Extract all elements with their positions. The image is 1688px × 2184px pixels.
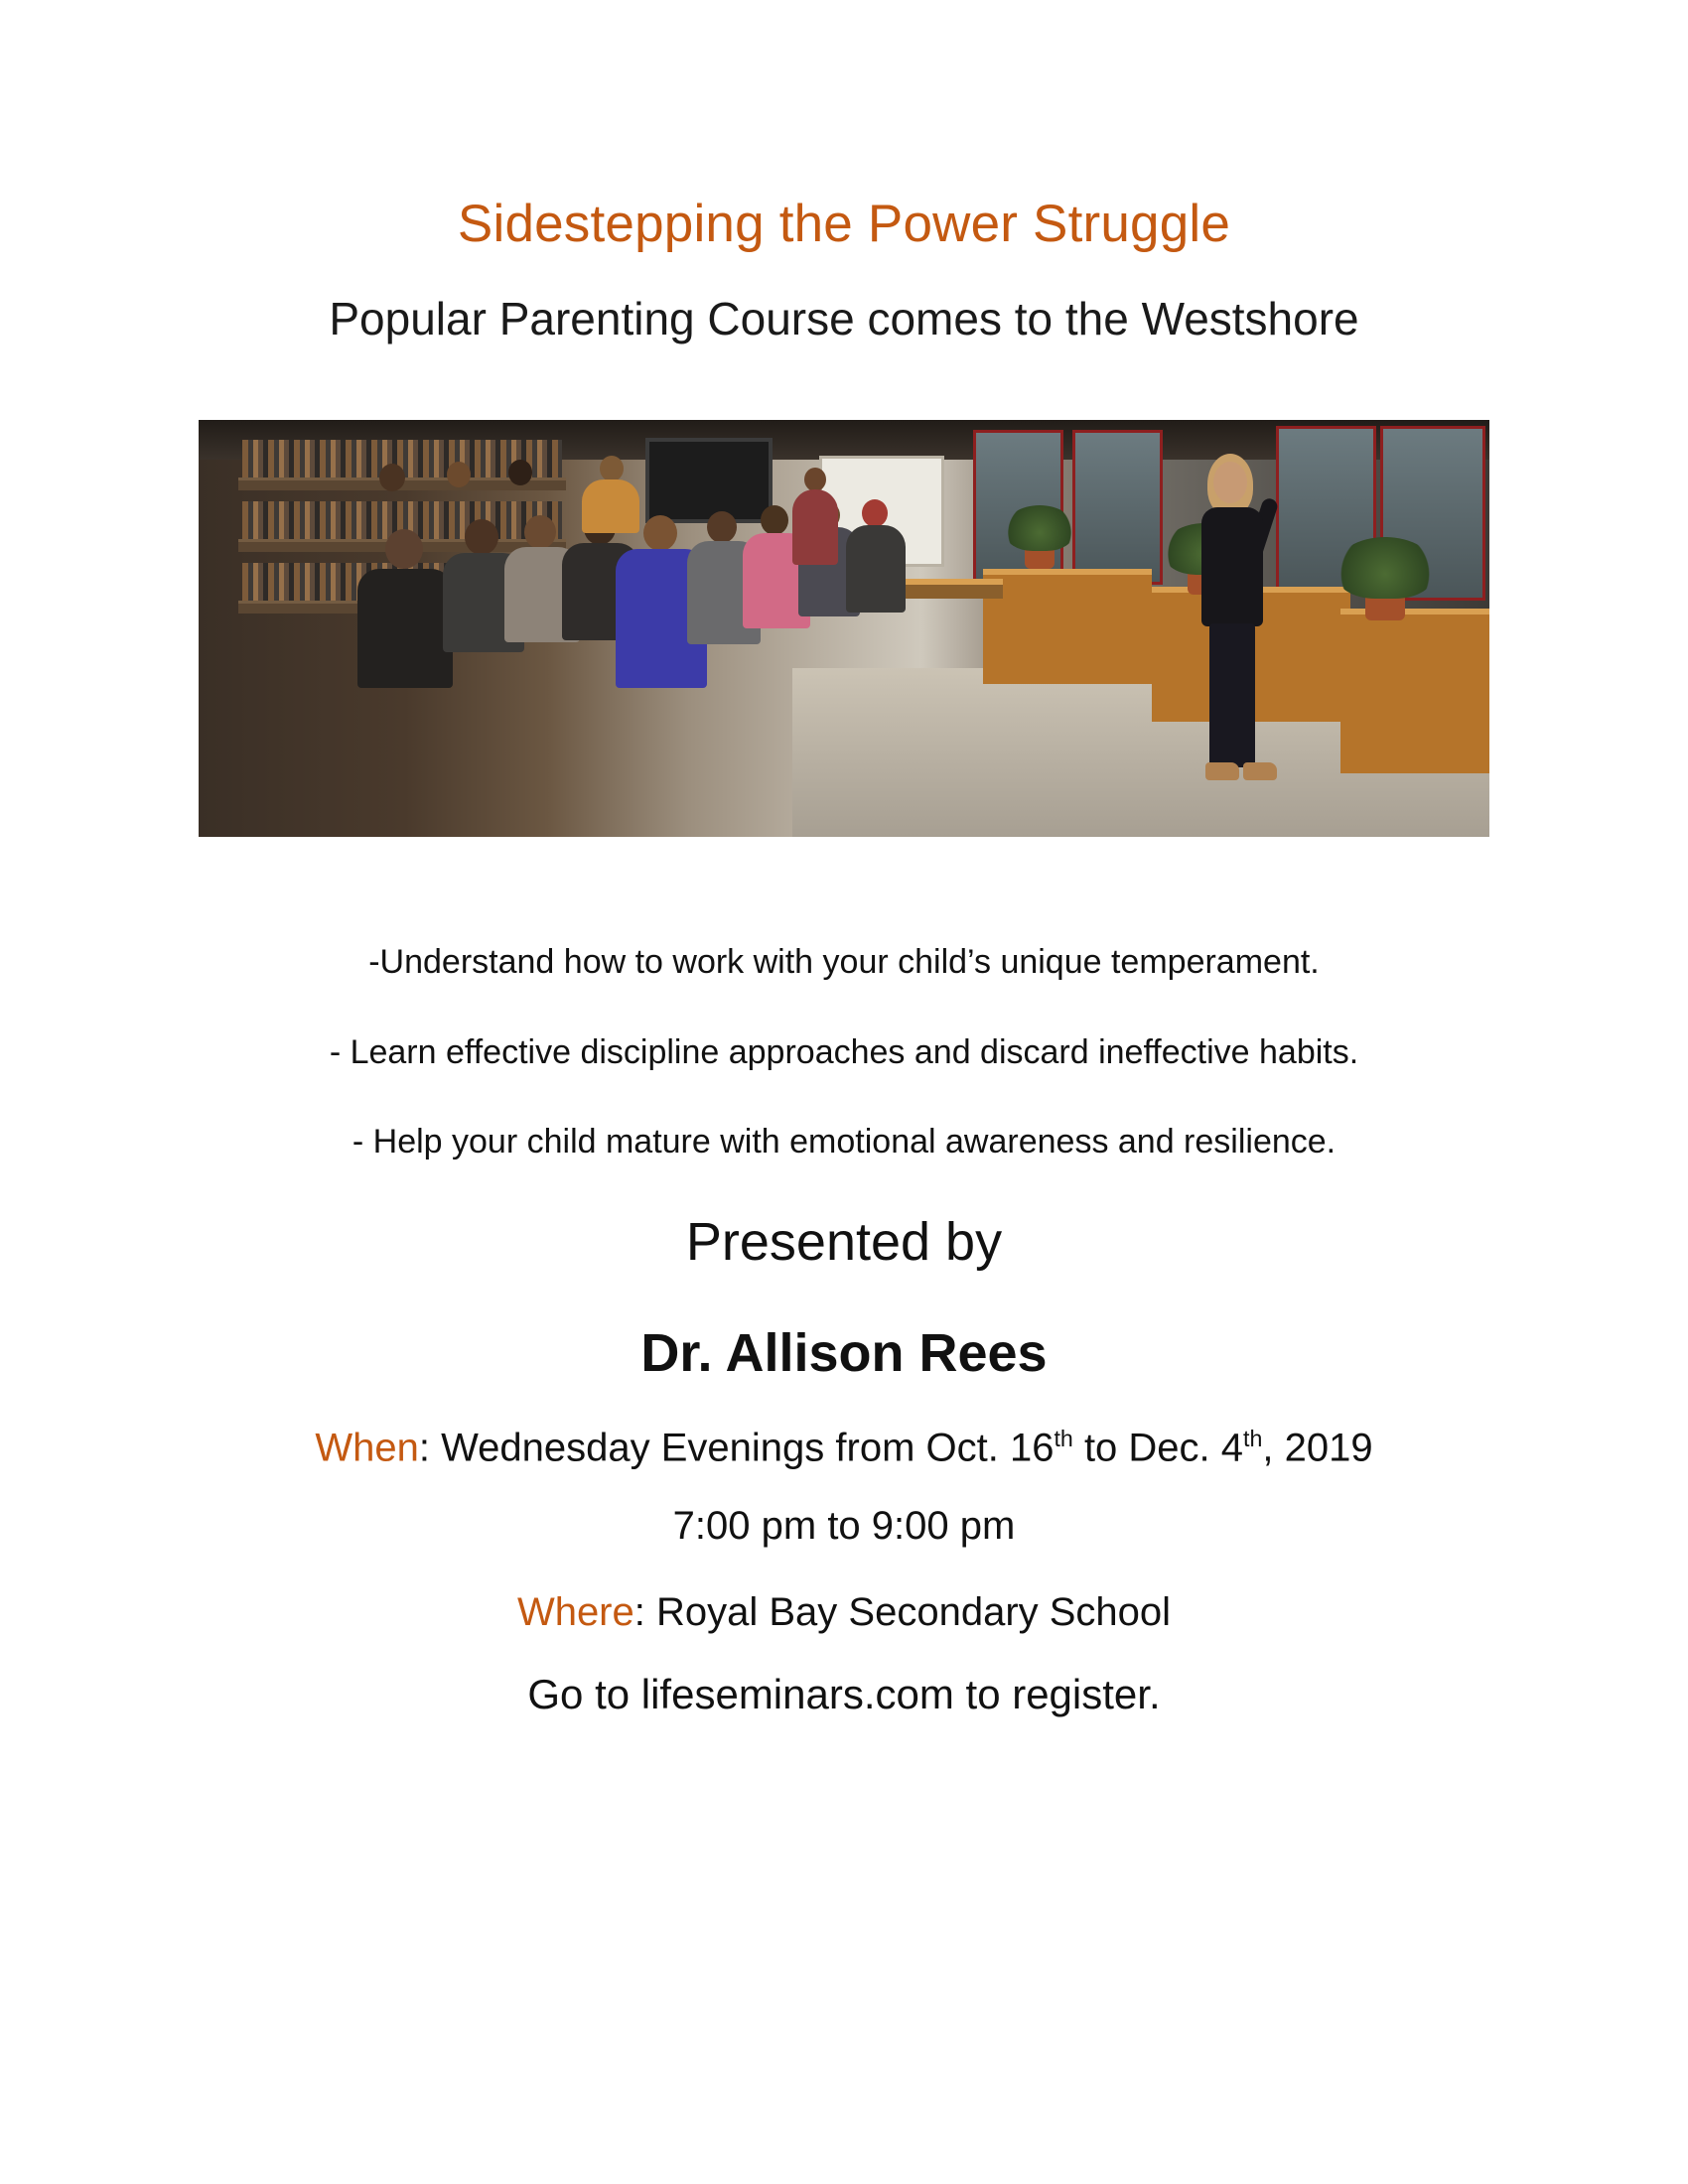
photo-plant [1336, 537, 1435, 599]
benefit-item: - Help your child mature with emotional awareness and resilience. [352, 1123, 1336, 1160]
where-value: Royal Bay Secondary School [644, 1589, 1172, 1634]
seminar-audience-photo [199, 420, 1489, 837]
photo-audience-head [385, 529, 423, 569]
photo-audience-head [643, 515, 677, 551]
photo-audience-head [379, 464, 405, 491]
photo-audience-head [862, 499, 888, 527]
photo-audience-head [508, 460, 532, 485]
when-separator: : [418, 1425, 431, 1469]
photo-window [1072, 430, 1163, 585]
presented-by-label: Presented by [685, 1211, 1003, 1272]
photo-planter-counter [983, 569, 1152, 684]
photo-audience-head [524, 515, 556, 549]
when-text-part3: , 2019 [1262, 1425, 1373, 1469]
photo-audience-head [600, 456, 624, 481]
benefits-list [199, 837, 1489, 1163]
photo-speaker-shoe [1205, 762, 1239, 780]
photo-audience-head [707, 511, 737, 543]
benefit-item: - Learn effective discipline approaches and discard ineffective habits. [329, 1032, 1359, 1071]
where-separator: : [633, 1589, 645, 1634]
where-line [199, 1590, 1489, 1635]
when-label: When [315, 1425, 419, 1469]
presenter-name: Dr. Allison Rees [640, 1322, 1048, 1383]
when-ordinal-1: th [1054, 1425, 1073, 1451]
photo-table [894, 579, 1003, 599]
photo-presenter-mid-body [792, 489, 838, 565]
time-line: 7:00 pm to 9:00 pm [672, 1503, 1016, 1548]
when-text-part2: to Dec. 4 [1072, 1425, 1244, 1469]
photo-audience-head [447, 462, 471, 487]
photo-audience-body [357, 569, 453, 688]
photo-speaker-legs [1209, 623, 1255, 767]
photo-audience-body [846, 525, 906, 613]
when-text-part1: Wednesday Evenings from Oct. 16 [430, 1425, 1055, 1469]
photo-speaker-torso [1201, 507, 1263, 626]
photo-audience-head [465, 519, 498, 555]
photo-plant [1005, 505, 1074, 551]
when-ordinal-2: th [1243, 1425, 1263, 1451]
photo-monitor [645, 438, 773, 523]
photo-presenter-mid-head [804, 468, 826, 491]
photo-audience-head [761, 505, 788, 535]
registration-line: Go to lifeseminars.com to register. [527, 1670, 1161, 1717]
page-title: Sidestepping the Power Struggle [457, 195, 1231, 253]
photo-audience-body [582, 479, 639, 533]
photo-speaker-shoe [1243, 762, 1277, 780]
photo-planter-counter [1340, 609, 1489, 773]
page-subtitle: Popular Parenting Course comes to the Westshore [329, 293, 1359, 344]
where-label: Where [516, 1589, 634, 1634]
photo-speaker-head [1213, 462, 1247, 503]
when-line [199, 1426, 1489, 1470]
benefit-item: -Understand how to work with your child’s unique temperament. [368, 943, 1320, 981]
